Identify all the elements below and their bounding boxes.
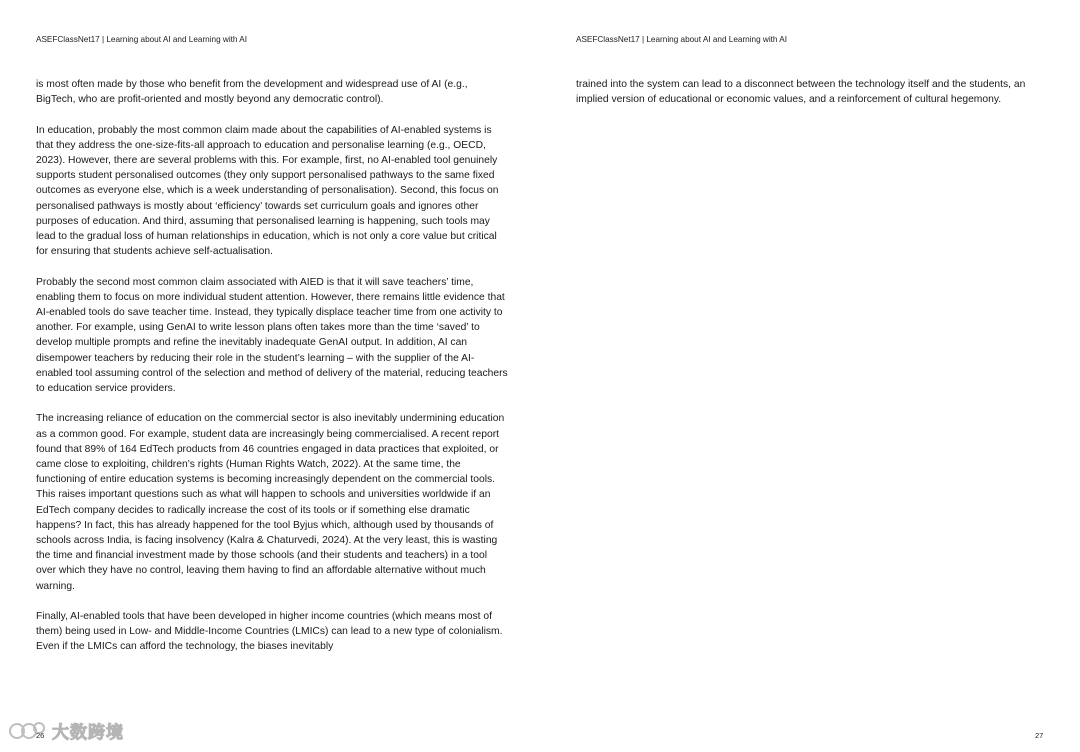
watermark-logo-icon [8, 719, 48, 743]
paragraph: is most often made by those who benefit from the development and widespread use of AI (e.g., BigTech, who are profit-oriented and mostly beyond any democratic control). [36, 79, 468, 106]
right-page [540, 0, 1080, 752]
page-number: 27 [1035, 731, 1044, 740]
body-text [36, 77, 508, 655]
paragraph: Finally, AI-enabled tools that have been developed in higher income countries (which means most of them) being used in Low- and Middle-Income Countries (LMICs) can lead to a new type of colonialism. Even if the LMICs can afford the technology, the biases inevitably [36, 611, 503, 653]
watermark-text: 大数跨境 [52, 723, 124, 743]
paragraph: In education, probably the most common claim made about the capabilities of AI-enabled systems is that they address the one-size-fits-all approach to education and personalise learning (e.g., OECD, 2023). However, there are several problems with this. For example, first, no AI-enabled tool genuinely supports student personalised outcomes (they only support personalised pathways to the same fixed outcomes as everyone else, which is a week understanding of personalisation). Second, this focus on personalised pathways is mostly about ‘efficiency’ towards set curriculum goals and ignores other purposes of education. And third, assuming that personalised learning is happening, such tools may lead to the gradual loss of human relationships in education, which is not only a core value but critical for ensuring that students achieve self-actualisation. [36, 124, 499, 258]
paragraph: The increasing reliance of education on the commercial sector is also inevitably undermining education as a common good. For example, student data are increasingly being commercialised. A recent report found that 89% of 164 EdTech products from 46 countries engaged in data practices that exploited, or came close to exploiting, children’s rights (Human Rights Watch, 2022). At the same time, the functioning of entire education systems is becoming increasingly dependent on the commercial tools. This raises important questions such as what will happen to schools and universities worldwide if an EdTech company decides to radically increase the cost of its tools or if something else dramatic happens? In fact, this has already happened for the tool Byjus which, although used by thousands of schools across India, is facing insolvency (Kalra & Chaturvedi, 2024). At the very least, this is wasting the time and financial investment made by those schools (and their students and teachers) in a tool over which they have no control, leaving them having to find an affordable alternative without much warning. [36, 413, 505, 592]
paragraph: Probably the second most common claim associated with AIED is that it will save teachers’ time, enabling them to focus on more individual student attention. However, there remains little evidence that AI-enabled tools do save teacher time. Instead, they typically displace teacher time from one activity to another. For example, using GenAI to write lesson plans often takes more than the time ‘saved’ to develop multiple prompts and refine the inevitably inadequate GenAI output. In addition, AI can disempower teachers by reducing their role in the student’s learning – with the supplier of the AI-enabled tool assuming control of the selection and method of delivery of the material, reducing teachers to education service providers. [36, 276, 508, 395]
page-number: 26 [36, 731, 45, 740]
watermark [8, 718, 124, 743]
body-text [576, 77, 1028, 107]
running-header: ASEFClassNet17 | Learning about AI and Learning with AI [576, 35, 788, 44]
paragraph: trained into the system can lead to a disconnect between the technology itself and the students, an implied version of educational or economic values, and a reinforcement of cultural hegemony. [576, 79, 1026, 106]
running-header: ASEFClassNet17 | Learning about AI and Learning with AI [36, 35, 248, 44]
